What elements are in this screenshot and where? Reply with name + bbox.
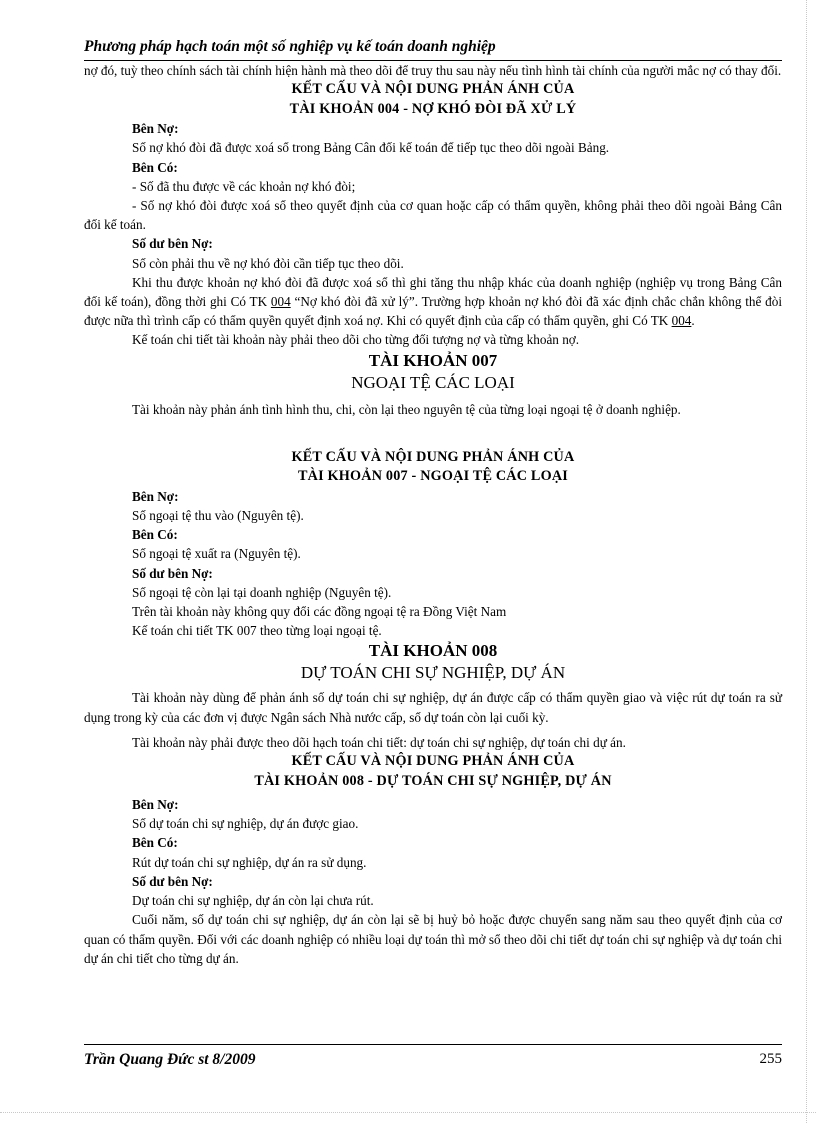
s007-balance-label: Số dư bên Nợ: xyxy=(132,565,213,581)
s004-debit-label: Bên Nợ: xyxy=(132,121,179,137)
s007-paragraph-2: Kế toán chi tiết TK 007 theo từng loại ngoại tệ. xyxy=(132,623,382,639)
s008-intro-2: Tài khoản này phải được theo dõi hạch toán chi tiết: dự toán chi sự nghiệp, dự toán chi dự án. xyxy=(132,734,626,750)
section-008-heading-2: TÀI KHOẢN 008 - DỰ TOÁN CHI SỰ NGHIỆP, DỰ ÁN xyxy=(254,772,612,789)
s008-balance-label: Số dư bên Nợ: xyxy=(132,873,213,889)
section-007-heading-2: TÀI KHOẢN 007 - NGOẠI TỆ CÁC LOẠI xyxy=(297,468,569,485)
s008-credit-text: Rút dự toán chi sự nghiệp, dự án ra sử dụng. xyxy=(132,854,367,870)
section-007-heading-1: KẾT CẤU VÀ NỘI DUNG PHẢN ÁNH CỦA xyxy=(291,448,575,465)
s004-paragraph-2: Kế toán chi tiết tài khoản này phải theo dõi cho từng đối tượng nợ và từng khoản nợ. xyxy=(132,332,580,348)
document-body xyxy=(84,61,782,968)
section-004-heading-2: TÀI KHOẢN 004 - NỢ KHÓ ĐÒI ĐÃ XỬ LÝ xyxy=(289,100,577,117)
s004-credit-label: Bên Có: xyxy=(132,159,178,175)
section-008-title: TÀI KHOẢN 008 xyxy=(368,641,498,661)
section-004-heading-1: KẾT CẤU VÀ NỘI DUNG PHẢN ÁNH CỦA xyxy=(291,81,575,98)
s008-paragraph-1: Cuối năm, số dự toán chi sự nghiệp, dự án còn lại sẽ bị huỷ bỏ hoặc được chuyển sang năm sau theo quyết định của cơ quan có thẩm quyền. Đối với các doanh nghiệp có nhiều loại dự toán thì mở sổ theo dõi chi tiết dự toán chi sự nghiệp và dự toán chi dự án chi tiết cho từng dự án. xyxy=(84,912,782,966)
s008-intro: Tài khoản này dùng để phản ánh số dự toán chi sự nghiệp, dự án được cấp có thẩm quyền giao và việc rút dự toán ra sử dụng trong kỳ của các đơn vị được Ngân sách Nhà nước cấp, số dự toán còn lại cuối kỳ. xyxy=(84,690,782,725)
s007-credit-label: Bên Có: xyxy=(132,527,178,543)
intro-paragraph: nợ đó, tuỳ theo chính sách tài chính hiện hành mà theo dõi để truy thu sau này nếu tình hình tài chính của người mắc nợ có thay đổi. xyxy=(84,63,782,78)
document-page xyxy=(84,36,782,968)
s004-paragraph-1 xyxy=(84,273,782,331)
s004-balance-label: Số dư bên Nợ: xyxy=(132,236,213,252)
running-header: Phương pháp hạch toán một số nghiệp vụ kế toán doanh nghiệp xyxy=(84,36,782,61)
page-edge-bottom xyxy=(0,1112,816,1113)
s007-debit-text: Số ngoại tệ thu vào (Nguyên tệ). xyxy=(132,508,304,524)
page-footer xyxy=(84,1044,782,1075)
s004-p1-part-b: “Nợ khó đòi đã xử lý”. Trường hợp khoản nợ khó đòi đã xác định chắc chắn không thể đòi được nữa thì trình cấp có thẩm quyền quyết định xoá nợ. Khi có quyết định của cấp có thẩm quyền, ghi Có TK xyxy=(84,294,782,329)
page-edge-right xyxy=(806,0,807,1123)
s004-p1-part-a: Khi thu được khoản nợ khó đòi đã được xoá sổ thì ghi tăng thu nhập khác của doanh nghiệp (nghiệp vụ trong Bảng Cân đối kế toán), đồng thời ghi Có TK xyxy=(84,274,782,310)
s004-account-ref-1: 004 xyxy=(270,294,291,310)
section-008-heading-1: KẾT CẤU VÀ NỘI DUNG PHẢN ÁNH CỦA xyxy=(291,753,575,770)
s007-paragraph-1: Trên tài khoản này không quy đổi các đồng ngoại tệ ra Đồng Việt Nam xyxy=(132,604,507,620)
s004-credit-item-2: - Số nợ khó đòi được xoá sổ theo quyết định của cơ quan hoặc cấp có thẩm quyền, không phải theo dõi ngoài Bảng Cân đối kế toán. xyxy=(84,198,782,233)
s008-debit-label: Bên Nợ: xyxy=(132,797,179,813)
s004-debit-text: Số nợ khó đòi đã được xoá sổ trong Bảng Cân đối kế toán để tiếp tục theo dõi ngoài Bảng. xyxy=(132,140,610,156)
page-number: 255 xyxy=(759,1051,782,1067)
s004-p1-part-c: . xyxy=(691,313,695,329)
spacer xyxy=(84,419,782,438)
s004-balance-text: Số còn phải thu về nợ khó đòi cần tiếp tục theo dõi. xyxy=(132,255,404,271)
s004-credit-item-1: - Số đã thu được về các khoản nợ khó đòi; xyxy=(132,178,356,194)
s008-balance-text: Dự toán chi sự nghiệp, dự án còn lại chưa rút. xyxy=(132,893,374,909)
footer-author: Trần Quang Đức st 8/2009 xyxy=(84,1051,256,1068)
section-007-title: TÀI KHOẢN 007 xyxy=(368,350,498,370)
section-007-subtitle: NGOẠI TỆ CÁC LOẠI xyxy=(351,372,515,392)
s007-balance-text: Số ngoại tệ còn lại tại doanh nghiệp (Nguyên tệ). xyxy=(132,584,392,600)
s008-credit-label: Bên Có: xyxy=(132,835,178,851)
s004-account-ref-2: 004 xyxy=(671,313,692,329)
s008-debit-text: Số dự toán chi sự nghiệp, dự án được giao. xyxy=(132,816,359,832)
s007-debit-label: Bên Nợ: xyxy=(132,488,179,504)
s007-intro: Tài khoản này phản ánh tình hình thu, chi, còn lại theo nguyên tệ của từng loại ngoại tệ ở doanh nghiệp. xyxy=(132,401,681,417)
s007-credit-text: Số ngoại tệ xuất ra (Nguyên tệ). xyxy=(132,546,301,562)
section-008-subtitle: DỰ TOÁN CHI SỰ NGHIỆP, DỰ ÁN xyxy=(300,663,566,683)
